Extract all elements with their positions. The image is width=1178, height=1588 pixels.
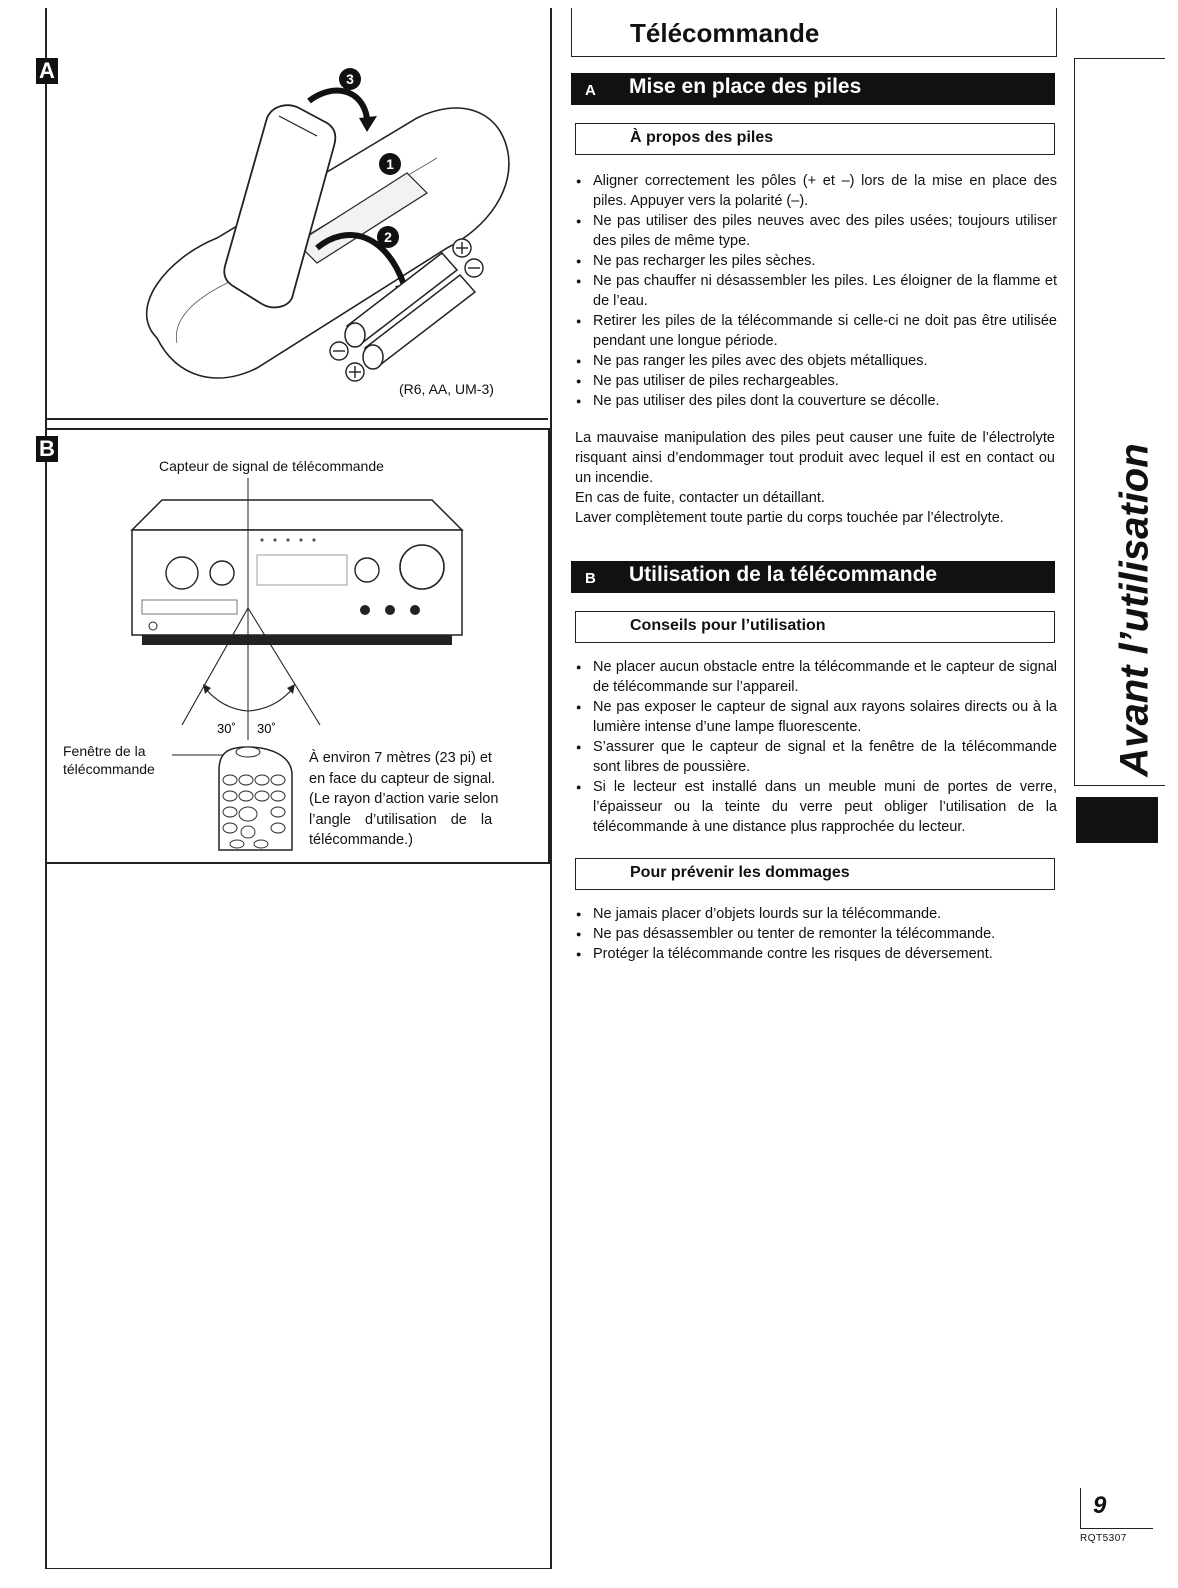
side-tab-label: Avant l’utilisation (1112, 443, 1157, 777)
battery-warning (575, 428, 1055, 528)
subhead-damage: Pour prévenir les dommages (630, 864, 850, 881)
subhead-battery-box (575, 123, 1055, 155)
list-item: ● S’assurer que le capteur de signal et la fenêtre de la télécommande sont libres de poussière. (575, 737, 1057, 777)
remote-battery-illustration (47, 8, 548, 418)
range-note-line: (Le rayon d’action varie selon (309, 791, 499, 807)
battery-bullets (575, 171, 1057, 411)
list-item: ● Ne jamais placer d’objets lourds sur la télécommande. (575, 904, 1057, 924)
range-note-line: l’angle d’utilisation de la (309, 811, 493, 828)
subhead-damage-box (575, 858, 1055, 890)
list-item: ● Ne pas recharger les piles sèches. (575, 251, 1057, 271)
subhead-battery: À propos des piles (630, 129, 774, 146)
remote-window-label-line1: Fenêtre de la (63, 743, 146, 759)
remote-control-front (219, 747, 292, 850)
section-a-letter: A (585, 82, 596, 99)
battery-type-caption: (R6, AA, UM-3) (399, 381, 494, 397)
page-number: 9 (1093, 1492, 1107, 1519)
section-b-letter: B (585, 570, 596, 587)
page-number-box (1080, 1488, 1153, 1529)
range-note-line: télécommande.) (309, 832, 413, 848)
range-note (309, 748, 522, 851)
step-1-label: 1 (386, 156, 394, 172)
panel-a-battery-illustration (39, 8, 548, 420)
list-item: ● Ne pas utiliser des piles neuves avec des piles usées; toujours utiliser des piles de même type. (575, 211, 1057, 251)
list-item: ● Protéger la télécommande contre les risques de déversement. (575, 944, 1057, 964)
remote-window-label (63, 742, 155, 778)
panel-a-tag: A (36, 58, 58, 84)
section-a-header (571, 73, 1055, 105)
warning-line: Laver complètement toute partie du corps touchée par l’électrolyte. (575, 510, 1004, 526)
angle-right-label: 30˚ (257, 721, 276, 736)
range-note-line: À environ 7 mètres (23 pi) et (309, 750, 492, 766)
list-item: ● Ne pas désassembler ou tenter de remonter la télécommande. (575, 924, 1057, 944)
list-item: ● Ne pas chauffer ni désassembler les piles. Les éloigner de la flamme et de l’eau. (575, 271, 1057, 311)
section-b-title: Utilisation de la télécommande (629, 563, 938, 586)
list-item: ● Si le lecteur est installé dans un meuble muni de portes de verre, l’épaisseur ou la teinte du verre peut obliger l’utilisation de la télécommande à une distance plus rapprochée du lecteur. (575, 777, 1057, 837)
panel-b-remote-range-illustration (39, 428, 550, 864)
left-column (39, 8, 552, 1569)
list-item: ● Ne pas utiliser des piles dont la couverture se décolle. (575, 391, 1057, 411)
angle-left-label: 30˚ (217, 721, 236, 736)
range-note-line: en face du capteur de signal. (309, 770, 496, 787)
panel-b-tag: B (36, 436, 58, 462)
usage-bullets (575, 657, 1057, 837)
document-code: RQT5307 (1080, 1533, 1127, 1544)
subhead-usage: Conseils pour l’utilisation (630, 617, 826, 634)
receiver-unit (132, 500, 462, 645)
title-box (571, 8, 1057, 57)
remote-window-label-line2: télécommande (63, 761, 155, 777)
list-item: ● Aligner correctement les pôles (+ et –) lors de la mise en place des piles. Appuyer vers la polarité (–). (575, 171, 1057, 211)
list-item: ● Retirer les piles de la télécommande si celle-ci ne doit pas être utilisée pendant une longue période. (575, 311, 1057, 351)
section-a-title: Mise en place des piles (629, 75, 862, 98)
list-item: ● Ne pas ranger les piles avec des objets métalliques. (575, 351, 1057, 371)
list-item: ● Ne pas utiliser de piles rechargeables. (575, 371, 1057, 391)
page-title: Télécommande (630, 18, 820, 48)
sensor-caption: Capteur de signal de télécommande (159, 458, 384, 474)
side-tab-marker (1076, 797, 1158, 843)
section-b-header (571, 561, 1055, 593)
subhead-usage-box (575, 611, 1055, 643)
step-2-label: 2 (384, 229, 392, 245)
warning-line: La mauvaise manipulation des piles peut causer une fuite de l’électrolyte risquant ainsi d’endommager tout produit avec lequel il est en contact ou un incendie. (575, 430, 1055, 486)
warning-line: En cas de fuite, contacter un détaillant. (575, 490, 825, 506)
damage-bullets (575, 904, 1057, 964)
step-3-label: 3 (346, 71, 354, 87)
list-item: ● Ne pas exposer le capteur de signal aux rayons solaires directs ou à la lumière intense d’une lampe fluorescente. (575, 697, 1057, 737)
list-item: ● Ne placer aucun obstacle entre la télécommande et le capteur de signal de télécommande sur l’appareil. (575, 657, 1057, 697)
